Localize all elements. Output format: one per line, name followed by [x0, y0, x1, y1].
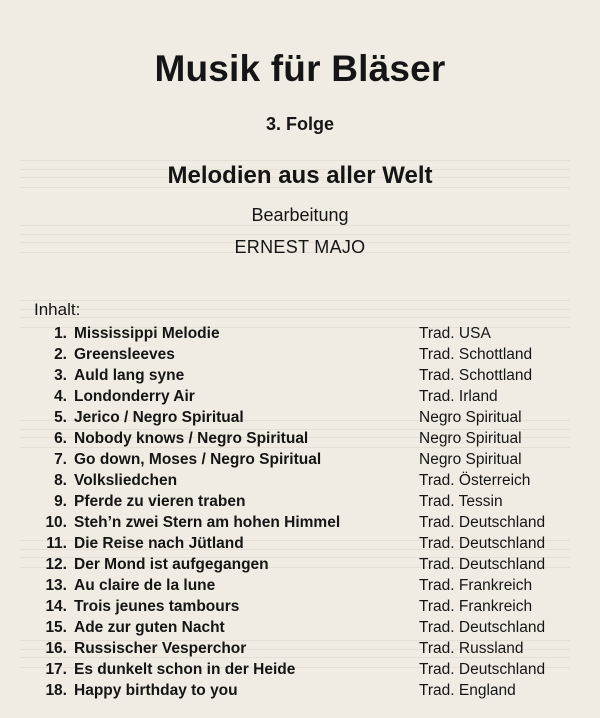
contents-item-title: Russischer Vesperchor — [74, 640, 247, 657]
contents-row — [38, 596, 578, 617]
contents-item-origin: Trad. Irland — [419, 388, 498, 405]
table-of-contents — [38, 323, 578, 701]
contents-item-number: 2. — [54, 346, 67, 363]
contents-item-origin: Trad. Deutschland — [419, 535, 546, 552]
contents-item-number: 11. — [46, 535, 67, 552]
contents-item-title: Der Mond ist aufgegangen — [74, 556, 269, 573]
contents-item-number: 10. — [45, 514, 67, 531]
contents-row — [38, 365, 578, 386]
contents-item-title: Steh’n zwei Stern am hohen Himmel — [74, 514, 341, 531]
contents-item-number: 16. — [45, 640, 67, 657]
contents-row — [38, 575, 578, 596]
contents-item-title: Es dunkelt schon in der Heide — [74, 661, 296, 678]
contents-item-title: Pferde zu vieren traben — [74, 493, 246, 510]
contents-item-origin: Negro Spiritual — [419, 409, 522, 426]
contents-item-number: 9. — [54, 493, 67, 510]
contents-item-title: Londonderry Air — [74, 388, 195, 405]
contents-item-origin: Trad. England — [419, 682, 516, 699]
contents-item-title: Au claire de la lune — [74, 577, 216, 594]
contents-label: Inhalt: — [34, 300, 81, 319]
contents-item-title: Mississippi Melodie — [74, 325, 220, 342]
contents-row — [38, 428, 578, 449]
contents-item-number: 1. — [54, 325, 67, 342]
contents-item-origin: Trad. Deutschland — [419, 514, 546, 531]
contents-item-number: 4. — [54, 388, 67, 405]
contents-row — [38, 491, 578, 512]
series-number: 3. Folge — [265, 114, 334, 134]
contents-item-origin: Trad. Schottland — [419, 367, 533, 384]
contents-item-number: 18. — [45, 682, 67, 699]
contents-row — [38, 323, 578, 344]
contents-item-origin: Trad. Deutschland — [419, 619, 546, 636]
contents-item-number: 3. — [54, 367, 67, 384]
contents-item-number: 15. — [45, 619, 67, 636]
contents-item-number: 6. — [54, 430, 67, 447]
contents-item-origin: Trad. USA — [419, 325, 491, 342]
contents-item-origin: Negro Spiritual — [419, 430, 522, 447]
contents-row — [38, 680, 578, 701]
arrangement-label: Bearbeitung — [251, 205, 349, 225]
contents-item-origin: Trad. Frankreich — [419, 577, 533, 594]
contents-row — [38, 386, 578, 407]
contents-item-origin: Trad. Schottland — [419, 346, 533, 363]
contents-item-number: 17. — [45, 661, 67, 678]
contents-item-title: Ade zur guten Nacht — [74, 619, 225, 636]
contents-row — [38, 344, 578, 365]
contents-item-origin: Trad. Russland — [419, 640, 524, 657]
contents-item-origin: Trad. Deutschland — [419, 556, 546, 573]
contents-row — [38, 659, 578, 680]
contents-row — [38, 533, 578, 554]
contents-item-title: Nobody knows / Negro Spiritual — [74, 430, 309, 447]
contents-item-title: Go down, Moses / Negro Spiritual — [74, 451, 322, 468]
contents-item-number: 13. — [45, 577, 67, 594]
contents-item-title: Greensleeves — [74, 346, 175, 363]
contents-item-title: Auld lang syne — [74, 367, 185, 384]
contents-row — [38, 638, 578, 659]
contents-item-number: 5. — [54, 409, 67, 426]
contents-item-title: Happy birthday to you — [74, 682, 238, 699]
contents-item-title: Volksliedchen — [74, 472, 178, 489]
collection-subtitle: Melodien aus aller Welt — [167, 162, 433, 189]
contents-item-number: 8. — [54, 472, 67, 489]
contents-item-origin: Negro Spiritual — [419, 451, 522, 468]
contents-item-title: Die Reise nach Jütland — [74, 535, 244, 552]
contents-item-title: Trois jeunes tambours — [74, 598, 240, 615]
contents-item-number: 12. — [45, 556, 67, 573]
contents-row — [38, 449, 578, 470]
contents-item-origin: Trad. Österreich — [419, 472, 531, 489]
contents-item-title: Jerico / Negro Spiritual — [74, 409, 244, 426]
contents-row — [38, 617, 578, 638]
contents-item-number: 7. — [54, 451, 67, 468]
contents-row — [38, 470, 578, 491]
contents-row — [38, 407, 578, 428]
contents-item-number: 14. — [45, 598, 67, 615]
contents-row — [38, 512, 578, 533]
page-title: Musik für Bläser — [154, 48, 446, 89]
contents-row — [38, 554, 578, 575]
contents-item-origin: Trad. Frankreich — [419, 598, 533, 615]
arranger-name: ERNEST MAJO — [234, 237, 366, 257]
contents-item-origin: Trad. Deutschland — [419, 661, 546, 678]
contents-item-origin: Trad. Tessin — [419, 493, 503, 510]
